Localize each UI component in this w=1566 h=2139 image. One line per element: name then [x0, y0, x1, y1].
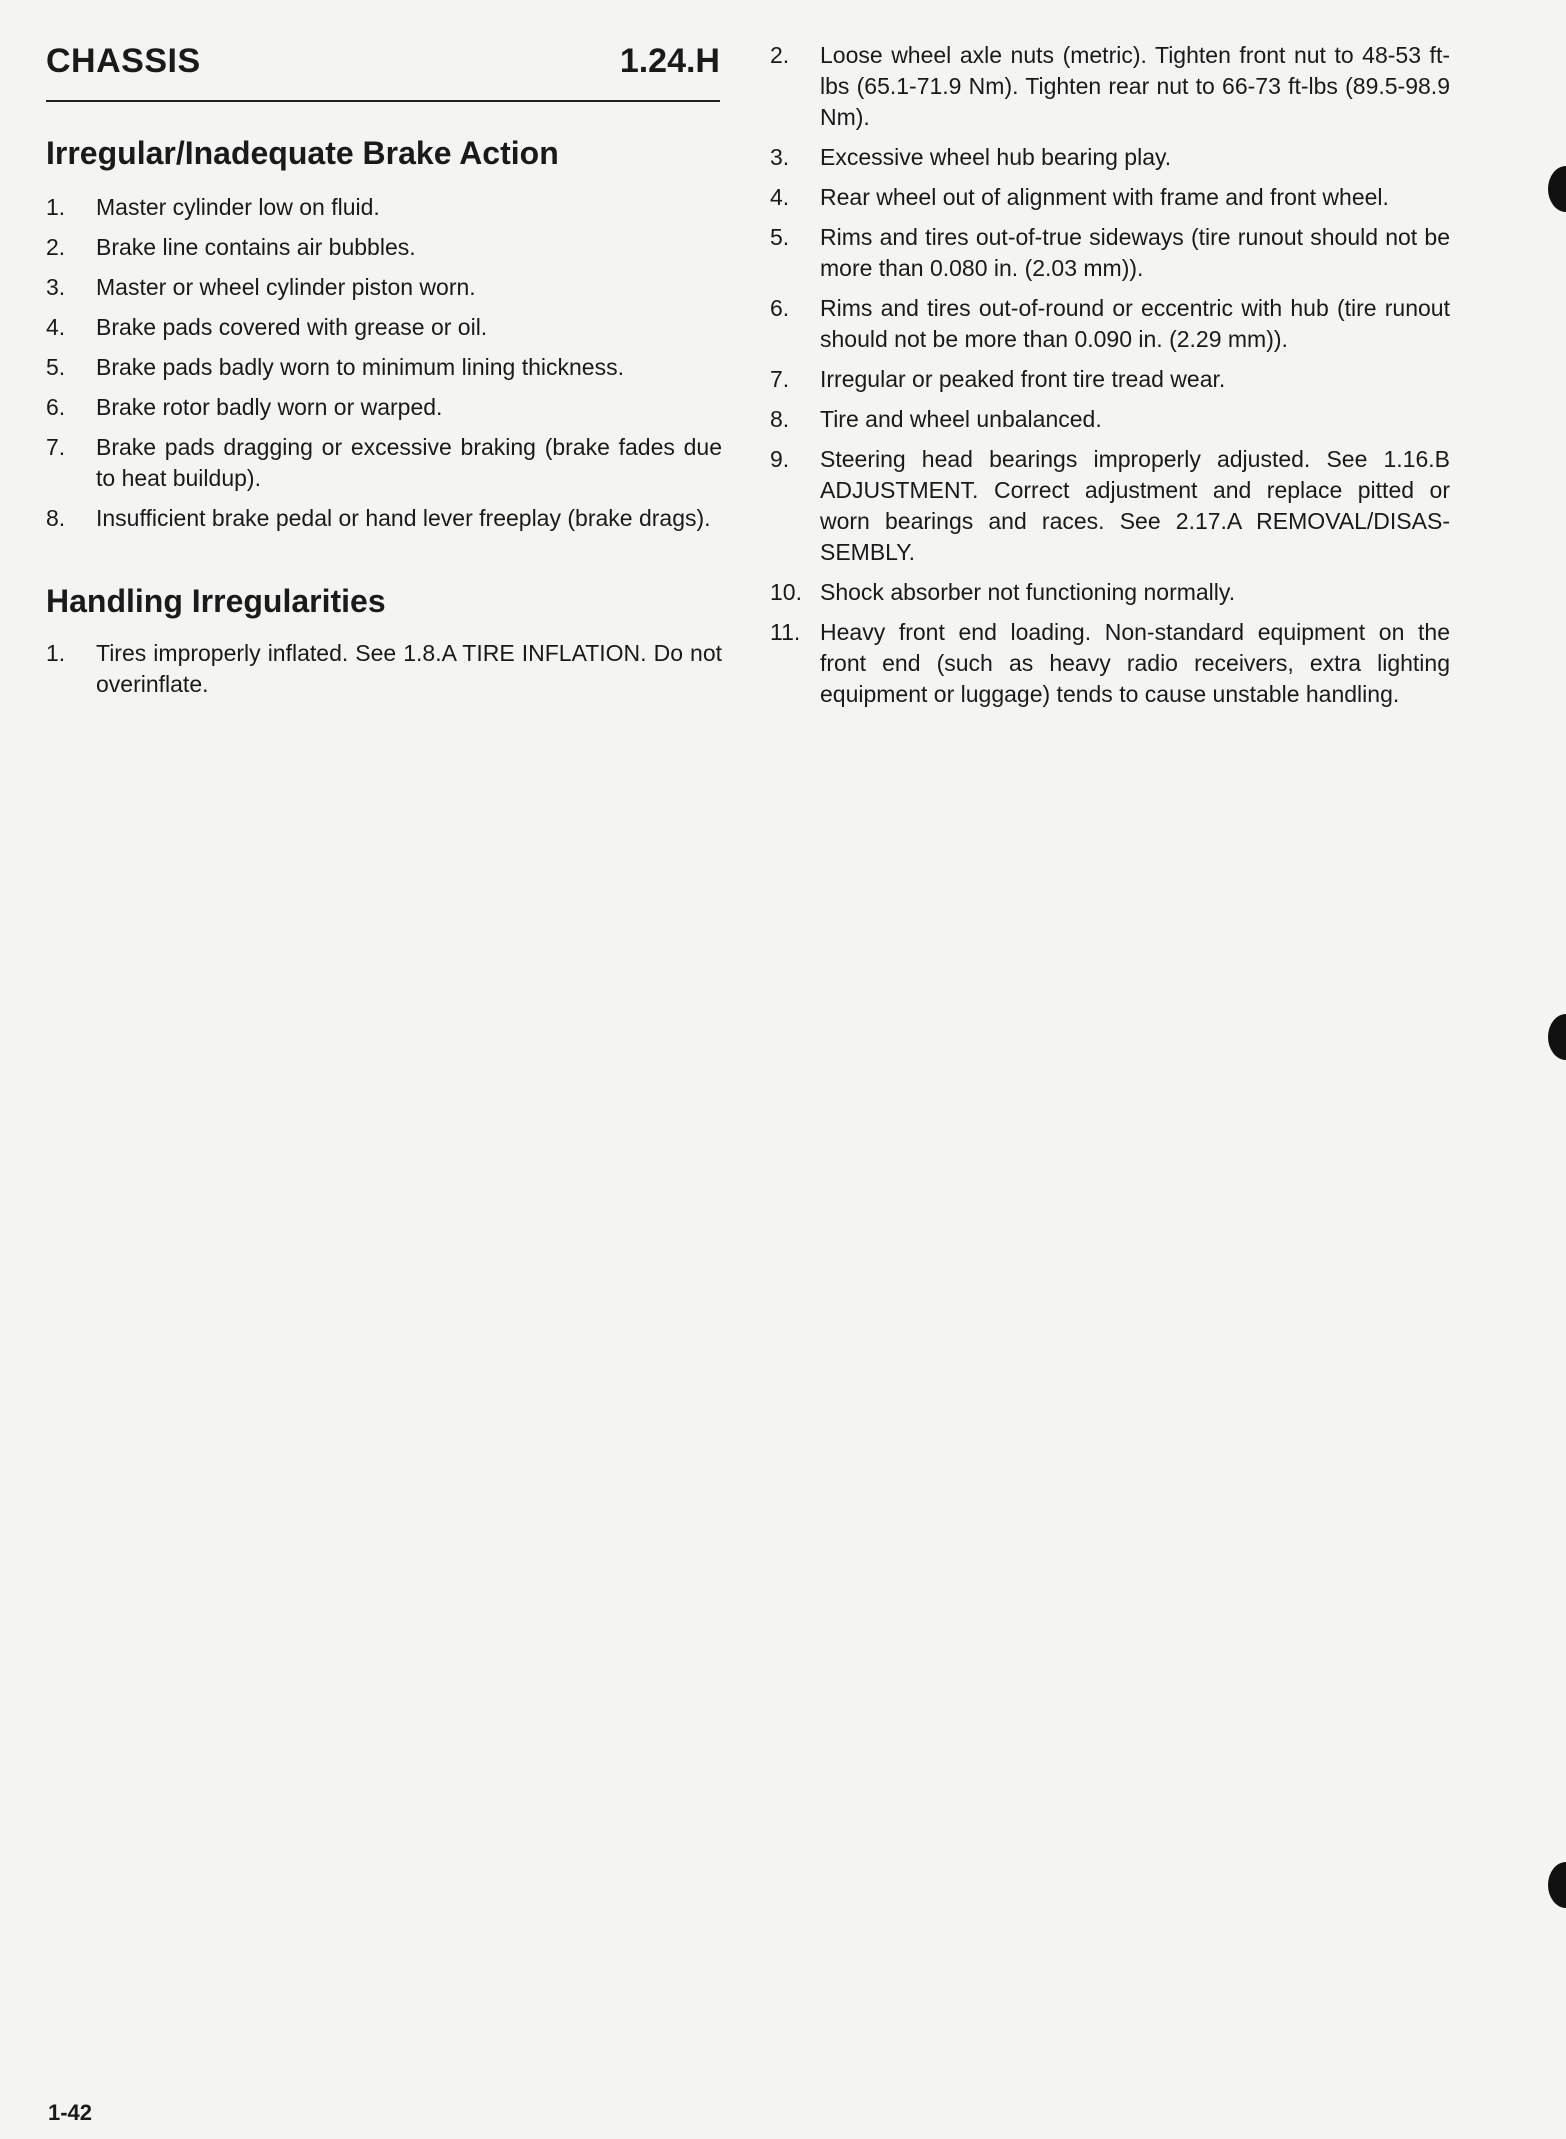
list-item: 9. Steering head bearings improperly adjusted. See 1.16.B ADJUSTMENT. Correct adjustment and replace pitted or worn bearings and races. See 2.17.A REMOVAL/DISAS-SEMBLY. — [770, 446, 1450, 565]
list-item: 2. Brake line contains air bubbles. — [46, 234, 416, 260]
list-item: 1. Master cylinder low on fluid. — [46, 194, 380, 220]
list-item: 2. Loose wheel axle nuts (metric). Tighten front nut to 48-53 ft-lbs (65.1-71.9 Nm). Tighten rear nut to 66-73 ft-lbs (89.5-98.9 Nm). — [770, 42, 1450, 130]
punch-hole-icon — [1548, 1014, 1566, 1060]
list-item: 1. Tires improperly inflated. See 1.8.A TIRE INFLATION. Do not overinflate. — [46, 640, 722, 697]
list-item: 8. Tire and wheel unbalanced. — [770, 406, 1102, 432]
list-item: 4. Brake pads covered with grease or oil. — [46, 314, 488, 340]
handling-list-left — [46, 638, 722, 709]
list-item: 3. Master or wheel cylinder piston worn. — [46, 274, 476, 300]
brake-heading: Irregular/Inadequate Brake Action — [46, 135, 559, 171]
list-item: 3. Excessive wheel hub bearing play. — [770, 144, 1172, 170]
section-title: CHASSIS — [46, 42, 201, 80]
list-item: 4. Rear wheel out of alignment with frame and front wheel. — [770, 184, 1389, 210]
list-item: 6. Brake rotor badly worn or warped. — [46, 394, 443, 420]
section-number: 1.24.H — [619, 42, 720, 80]
list-item: 5. Rims and tires out-of-true sideways (tire runout should not be more than 0.080 in. (2.03 mm)). — [770, 224, 1450, 281]
list-item: 8. Insufficient brake pedal or hand lever freeplay (brake drags). — [46, 505, 711, 531]
list-item: 11. Heavy front end loading. Non-standard equipment on the front end (such as heavy radio receivers, extra lighting equipment or luggage) tends to cause unstable handling. — [770, 619, 1450, 707]
list-item: 5. Brake pads badly worn to minimum lining thickness. — [46, 354, 624, 380]
list-item: 7. Brake pads dragging or excessive braking (brake fades due to heat buildup). — [46, 434, 722, 491]
page-header — [46, 38, 720, 102]
punch-hole-icon — [1548, 166, 1566, 212]
page-number: 1-42 — [48, 2100, 93, 2125]
handling-heading: Handling Irregularities — [46, 583, 386, 619]
brake-list — [46, 192, 722, 543]
list-item: 10. Shock absorber not functioning normally. — [770, 579, 1236, 605]
handling-list-right — [770, 40, 1450, 719]
punch-hole-icon — [1548, 1862, 1566, 1908]
list-item: 7. Irregular or peaked front tire tread wear. — [770, 366, 1226, 392]
list-item: 6. Rims and tires out-of-round or eccentric with hub (tire runout should not be more than 0.090 in. (2.29 mm)). — [770, 295, 1450, 352]
